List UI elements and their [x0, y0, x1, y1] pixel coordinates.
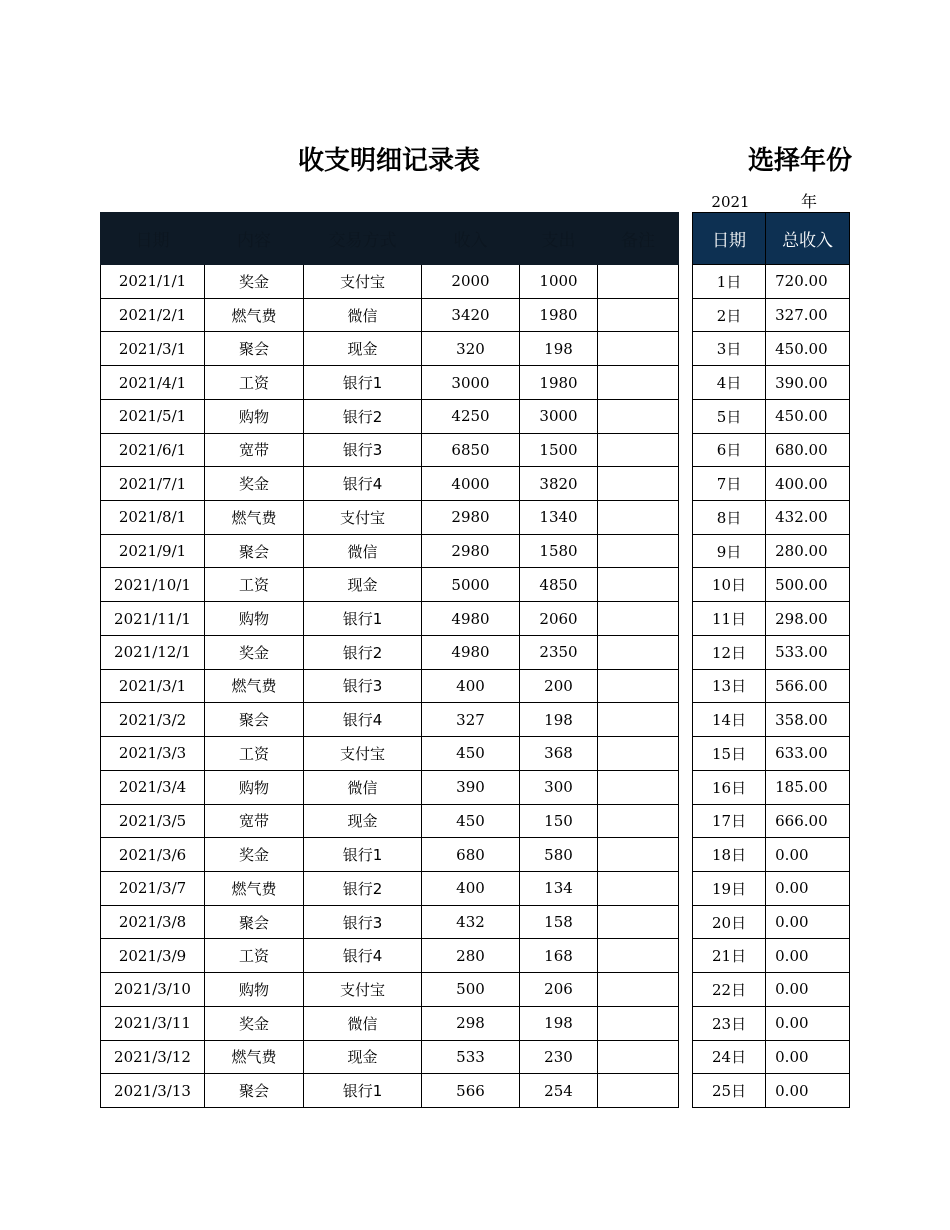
- day-cell[interactable]: 1日: [693, 265, 766, 299]
- expense-cell[interactable]: 200: [520, 669, 598, 703]
- side-table-row: [693, 298, 850, 332]
- day-cell[interactable]: 9日: [693, 534, 766, 568]
- day-cell[interactable]: 7日: [693, 467, 766, 501]
- day-cell[interactable]: 14日: [693, 703, 766, 737]
- side-table-row: [693, 1040, 850, 1074]
- daily-income-panel: [690, 210, 850, 1115]
- income-cell[interactable]: 4000: [422, 467, 520, 501]
- expense-cell[interactable]: 300: [520, 770, 598, 804]
- method-cell[interactable]: 现金: [304, 568, 422, 602]
- note-cell[interactable]: [598, 265, 679, 299]
- day-cell[interactable]: 24日: [693, 1040, 766, 1074]
- table-row: [101, 298, 679, 332]
- expense-cell[interactable]: 198: [520, 332, 598, 366]
- date-cell[interactable]: 2021/3/1: [101, 669, 205, 703]
- expense-cell[interactable]: 2350: [520, 635, 598, 669]
- note-cell[interactable]: [598, 737, 679, 771]
- method-cell[interactable]: 银行1: [304, 602, 422, 636]
- transaction-table: [100, 212, 679, 1108]
- daily-income-table: [692, 212, 850, 1108]
- note-cell[interactable]: [598, 467, 679, 501]
- method-cell[interactable]: 银行2: [304, 635, 422, 669]
- side-table-row: [693, 770, 850, 804]
- year-selector-title: 选择年份: [748, 146, 853, 176]
- method-cell[interactable]: 银行4: [304, 703, 422, 737]
- income-cell[interactable]: 4250: [422, 399, 520, 433]
- content-cell[interactable]: 燃气费: [205, 871, 304, 905]
- table-row: [101, 366, 679, 400]
- table-row: [101, 635, 679, 669]
- total-income-cell[interactable]: 298.00: [766, 602, 850, 636]
- content-cell[interactable]: 宽带: [205, 433, 304, 467]
- income-cell[interactable]: 533: [422, 1040, 520, 1074]
- note-cell[interactable]: [598, 770, 679, 804]
- method-cell[interactable]: 微信: [304, 1006, 422, 1040]
- table-row: [101, 1074, 679, 1108]
- date-cell[interactable]: 2021/5/1: [101, 399, 205, 433]
- table-row: [101, 602, 679, 636]
- note-cell[interactable]: [598, 534, 679, 568]
- table-row: [101, 467, 679, 501]
- note-cell[interactable]: [598, 804, 679, 838]
- expense-cell[interactable]: 1500: [520, 433, 598, 467]
- table-row: [101, 332, 679, 366]
- year-value-cell[interactable]: 2021: [711, 193, 750, 211]
- income-cell[interactable]: 327: [422, 703, 520, 737]
- date-cell[interactable]: 2021/1/1: [101, 265, 205, 299]
- side-table-row: [693, 433, 850, 467]
- day-cell[interactable]: 6日: [693, 433, 766, 467]
- expense-cell[interactable]: 580: [520, 838, 598, 872]
- content-cell[interactable]: 工资: [205, 939, 304, 973]
- income-cell[interactable]: 566: [422, 1074, 520, 1108]
- income-cell[interactable]: 2980: [422, 534, 520, 568]
- expense-cell[interactable]: 206: [520, 973, 598, 1007]
- total-income-cell[interactable]: 500.00: [766, 568, 850, 602]
- total-income-cell[interactable]: 720.00: [766, 265, 850, 299]
- method-cell[interactable]: 现金: [304, 332, 422, 366]
- income-cell[interactable]: 3420: [422, 298, 520, 332]
- total-income-cell[interactable]: 0.00: [766, 1006, 850, 1040]
- content-cell[interactable]: 燃气费: [205, 1040, 304, 1074]
- content-cell[interactable]: 购物: [205, 973, 304, 1007]
- total-income-cell[interactable]: 0.00: [766, 905, 850, 939]
- column-header-income[interactable]: 收入: [422, 213, 520, 265]
- side-table-row: [693, 568, 850, 602]
- income-cell[interactable]: 280: [422, 939, 520, 973]
- day-cell[interactable]: 8日: [693, 501, 766, 535]
- total-income-cell[interactable]: 666.00: [766, 804, 850, 838]
- day-cell[interactable]: 13日: [693, 669, 766, 703]
- note-cell[interactable]: [598, 939, 679, 973]
- income-cell[interactable]: 450: [422, 737, 520, 771]
- day-cell[interactable]: 16日: [693, 770, 766, 804]
- method-cell[interactable]: 银行4: [304, 939, 422, 973]
- note-cell[interactable]: [598, 298, 679, 332]
- date-cell[interactable]: 2021/4/1: [101, 366, 205, 400]
- year-unit-label: 年: [800, 192, 817, 211]
- note-cell[interactable]: [598, 838, 679, 872]
- total-income-cell[interactable]: 450.00: [766, 332, 850, 366]
- method-cell[interactable]: 银行1: [304, 366, 422, 400]
- content-cell[interactable]: 奖金: [205, 467, 304, 501]
- content-cell[interactable]: 奖金: [205, 635, 304, 669]
- date-cell[interactable]: 2021/3/6: [101, 838, 205, 872]
- expense-cell[interactable]: 2060: [520, 602, 598, 636]
- date-cell[interactable]: 2021/3/9: [101, 939, 205, 973]
- total-income-cell[interactable]: 280.00: [766, 534, 850, 568]
- day-cell[interactable]: 25日: [693, 1074, 766, 1108]
- total-income-cell[interactable]: 400.00: [766, 467, 850, 501]
- income-cell[interactable]: 680: [422, 838, 520, 872]
- method-cell[interactable]: 微信: [304, 770, 422, 804]
- content-cell[interactable]: 聚会: [205, 703, 304, 737]
- day-cell[interactable]: 17日: [693, 804, 766, 838]
- table-row: [101, 265, 679, 299]
- income-cell[interactable]: 5000: [422, 568, 520, 602]
- table-row: [101, 871, 679, 905]
- total-income-cell[interactable]: 432.00: [766, 501, 850, 535]
- side-table-row: [693, 602, 850, 636]
- total-income-cell[interactable]: 0.00: [766, 939, 850, 973]
- expense-cell[interactable]: 150: [520, 804, 598, 838]
- note-cell[interactable]: [598, 973, 679, 1007]
- income-cell[interactable]: 450: [422, 804, 520, 838]
- table-row: [101, 501, 679, 535]
- total-income-cell[interactable]: 327.00: [766, 298, 850, 332]
- side-column-header-total-income[interactable]: 总收入: [766, 213, 850, 265]
- expense-cell[interactable]: 1980: [520, 298, 598, 332]
- expense-cell[interactable]: 134: [520, 871, 598, 905]
- note-cell[interactable]: [598, 1040, 679, 1074]
- content-cell[interactable]: 工资: [205, 366, 304, 400]
- day-cell[interactable]: 23日: [693, 1006, 766, 1040]
- total-income-cell[interactable]: 533.00: [766, 635, 850, 669]
- total-income-cell[interactable]: 633.00: [766, 737, 850, 771]
- side-table-row: [693, 703, 850, 737]
- content-cell[interactable]: 聚会: [205, 332, 304, 366]
- method-cell[interactable]: 银行2: [304, 871, 422, 905]
- expense-cell[interactable]: 158: [520, 905, 598, 939]
- side-table-row: [693, 737, 850, 771]
- content-cell[interactable]: 工资: [205, 568, 304, 602]
- table-header-row: [101, 213, 679, 265]
- expense-cell[interactable]: 198: [520, 703, 598, 737]
- date-cell[interactable]: 2021/3/2: [101, 703, 205, 737]
- day-cell[interactable]: 18日: [693, 838, 766, 872]
- income-cell[interactable]: 400: [422, 871, 520, 905]
- date-cell[interactable]: 2021/3/4: [101, 770, 205, 804]
- content-cell[interactable]: 购物: [205, 770, 304, 804]
- total-income-cell[interactable]: 0.00: [766, 973, 850, 1007]
- table-row: [101, 737, 679, 771]
- content-cell[interactable]: 聚会: [205, 1074, 304, 1108]
- total-income-cell[interactable]: 680.00: [766, 433, 850, 467]
- income-cell[interactable]: 4980: [422, 602, 520, 636]
- date-cell[interactable]: 2021/3/5: [101, 804, 205, 838]
- method-cell[interactable]: 支付宝: [304, 973, 422, 1007]
- side-table-row: [693, 669, 850, 703]
- income-cell[interactable]: 2000: [422, 265, 520, 299]
- expense-cell[interactable]: 368: [520, 737, 598, 771]
- side-table-row: [693, 467, 850, 501]
- side-table-row: [693, 905, 850, 939]
- note-cell[interactable]: [598, 703, 679, 737]
- method-cell[interactable]: 银行3: [304, 905, 422, 939]
- method-cell[interactable]: 微信: [304, 298, 422, 332]
- date-cell[interactable]: 2021/2/1: [101, 298, 205, 332]
- income-cell[interactable]: 3000: [422, 366, 520, 400]
- note-cell[interactable]: [598, 332, 679, 366]
- note-cell[interactable]: [598, 905, 679, 939]
- note-cell[interactable]: [598, 635, 679, 669]
- day-cell[interactable]: 10日: [693, 568, 766, 602]
- method-cell[interactable]: 现金: [304, 804, 422, 838]
- side-table-row: [693, 838, 850, 872]
- date-cell[interactable]: 2021/11/1: [101, 602, 205, 636]
- note-cell[interactable]: [598, 433, 679, 467]
- income-cell[interactable]: 400: [422, 669, 520, 703]
- content-cell[interactable]: 聚会: [205, 534, 304, 568]
- expense-cell[interactable]: 1980: [520, 366, 598, 400]
- table-row: [101, 669, 679, 703]
- column-header-content[interactable]: 内容: [205, 213, 304, 265]
- note-cell[interactable]: [598, 1006, 679, 1040]
- method-cell[interactable]: 现金: [304, 1040, 422, 1074]
- note-cell[interactable]: [598, 568, 679, 602]
- total-income-cell[interactable]: 390.00: [766, 366, 850, 400]
- income-cell[interactable]: 4980: [422, 635, 520, 669]
- note-cell[interactable]: [598, 602, 679, 636]
- table-row: [101, 534, 679, 568]
- note-cell[interactable]: [598, 1074, 679, 1108]
- method-cell[interactable]: 微信: [304, 534, 422, 568]
- day-cell[interactable]: 3日: [693, 332, 766, 366]
- page-title: 收支明细记录表: [297, 146, 480, 176]
- date-cell[interactable]: 2021/3/8: [101, 905, 205, 939]
- side-table-row: [693, 939, 850, 973]
- date-cell[interactable]: 2021/10/1: [101, 568, 205, 602]
- table-row: [101, 433, 679, 467]
- date-cell[interactable]: 2021/8/1: [101, 501, 205, 535]
- table-row: [101, 939, 679, 973]
- day-cell[interactable]: 20日: [693, 905, 766, 939]
- side-table-row: [693, 399, 850, 433]
- income-cell[interactable]: 298: [422, 1006, 520, 1040]
- date-cell[interactable]: 2021/3/7: [101, 871, 205, 905]
- expense-cell[interactable]: 1000: [520, 265, 598, 299]
- method-cell[interactable]: 银行4: [304, 467, 422, 501]
- date-cell[interactable]: 2021/3/3: [101, 737, 205, 771]
- side-table-row: [693, 1074, 850, 1108]
- side-table-row: [693, 366, 850, 400]
- content-cell[interactable]: 购物: [205, 399, 304, 433]
- method-cell[interactable]: 支付宝: [304, 501, 422, 535]
- expense-cell[interactable]: 3820: [520, 467, 598, 501]
- total-income-cell[interactable]: 0.00: [766, 1074, 850, 1108]
- table-row: [101, 770, 679, 804]
- side-table-row: [693, 265, 850, 299]
- content-cell[interactable]: 聚会: [205, 905, 304, 939]
- method-cell[interactable]: 银行3: [304, 669, 422, 703]
- income-cell[interactable]: 2980: [422, 501, 520, 535]
- table-row: [101, 568, 679, 602]
- content-cell[interactable]: 燃气费: [205, 501, 304, 535]
- date-cell[interactable]: 2021/3/13: [101, 1074, 205, 1108]
- table-row: [101, 905, 679, 939]
- side-table-row: [693, 871, 850, 905]
- column-header-method[interactable]: 交易方式: [304, 213, 422, 265]
- expense-cell[interactable]: 3000: [520, 399, 598, 433]
- expense-cell[interactable]: 1340: [520, 501, 598, 535]
- total-income-cell[interactable]: 185.00: [766, 770, 850, 804]
- side-column-header-day[interactable]: 日期: [693, 213, 766, 265]
- total-income-cell[interactable]: 566.00: [766, 669, 850, 703]
- content-cell[interactable]: 燃气费: [205, 669, 304, 703]
- content-cell[interactable]: 奖金: [205, 838, 304, 872]
- total-income-cell[interactable]: 358.00: [766, 703, 850, 737]
- day-cell[interactable]: 11日: [693, 602, 766, 636]
- date-cell[interactable]: 2021/12/1: [101, 635, 205, 669]
- date-cell[interactable]: 2021/3/1: [101, 332, 205, 366]
- method-cell[interactable]: 银行1: [304, 1074, 422, 1108]
- date-cell[interactable]: 2021/7/1: [101, 467, 205, 501]
- content-cell[interactable]: 购物: [205, 602, 304, 636]
- date-cell[interactable]: 2021/3/10: [101, 973, 205, 1007]
- note-cell[interactable]: [598, 501, 679, 535]
- day-cell[interactable]: 4日: [693, 366, 766, 400]
- method-cell[interactable]: 银行3: [304, 433, 422, 467]
- note-cell[interactable]: [598, 669, 679, 703]
- expense-cell[interactable]: 1580: [520, 534, 598, 568]
- table-row: [101, 973, 679, 1007]
- day-cell[interactable]: 22日: [693, 973, 766, 1007]
- side-header-row: [693, 213, 850, 265]
- column-header-note[interactable]: 备注: [598, 213, 679, 265]
- day-cell[interactable]: 5日: [693, 399, 766, 433]
- table-row: [101, 1040, 679, 1074]
- content-cell[interactable]: 宽带: [205, 804, 304, 838]
- method-cell[interactable]: 银行2: [304, 399, 422, 433]
- content-cell[interactable]: 工资: [205, 737, 304, 771]
- day-cell[interactable]: 21日: [693, 939, 766, 973]
- date-cell[interactable]: 2021/6/1: [101, 433, 205, 467]
- table-row: [101, 703, 679, 737]
- expense-cell[interactable]: 230: [520, 1040, 598, 1074]
- total-income-cell[interactable]: 0.00: [766, 1040, 850, 1074]
- income-cell[interactable]: 6850: [422, 433, 520, 467]
- content-cell[interactable]: 奖金: [205, 265, 304, 299]
- column-header-expense[interactable]: 支出: [520, 213, 598, 265]
- expense-cell[interactable]: 198: [520, 1006, 598, 1040]
- content-cell[interactable]: 奖金: [205, 1006, 304, 1040]
- day-cell[interactable]: 2日: [693, 298, 766, 332]
- income-cell[interactable]: 500: [422, 973, 520, 1007]
- content-cell[interactable]: 燃气费: [205, 298, 304, 332]
- expense-cell[interactable]: 4850: [520, 568, 598, 602]
- note-cell[interactable]: [598, 871, 679, 905]
- side-table-row: [693, 804, 850, 838]
- method-cell[interactable]: 银行1: [304, 838, 422, 872]
- total-income-cell[interactable]: 0.00: [766, 871, 850, 905]
- method-cell[interactable]: 支付宝: [304, 265, 422, 299]
- note-cell[interactable]: [598, 399, 679, 433]
- income-cell[interactable]: 432: [422, 905, 520, 939]
- total-income-cell[interactable]: 0.00: [766, 838, 850, 872]
- side-table-row: [693, 1006, 850, 1040]
- date-cell[interactable]: 2021/9/1: [101, 534, 205, 568]
- day-cell[interactable]: 15日: [693, 737, 766, 771]
- side-table-row: [693, 973, 850, 1007]
- expense-cell[interactable]: 168: [520, 939, 598, 973]
- side-table-row: [693, 635, 850, 669]
- day-cell[interactable]: 19日: [693, 871, 766, 905]
- note-cell[interactable]: [598, 366, 679, 400]
- table-row: [101, 804, 679, 838]
- date-cell[interactable]: 2021/3/12: [101, 1040, 205, 1074]
- expense-cell[interactable]: 254: [520, 1074, 598, 1108]
- side-table-row: [693, 501, 850, 535]
- side-table-row: [693, 332, 850, 366]
- column-header-date[interactable]: 日期: [101, 213, 205, 265]
- income-cell[interactable]: 320: [422, 332, 520, 366]
- table-row: [101, 1006, 679, 1040]
- day-cell[interactable]: 12日: [693, 635, 766, 669]
- income-cell[interactable]: 390: [422, 770, 520, 804]
- date-cell[interactable]: 2021/3/11: [101, 1006, 205, 1040]
- side-table-row: [693, 534, 850, 568]
- table-row: [101, 838, 679, 872]
- method-cell[interactable]: 支付宝: [304, 737, 422, 771]
- total-income-cell[interactable]: 450.00: [766, 399, 850, 433]
- table-row: [101, 399, 679, 433]
